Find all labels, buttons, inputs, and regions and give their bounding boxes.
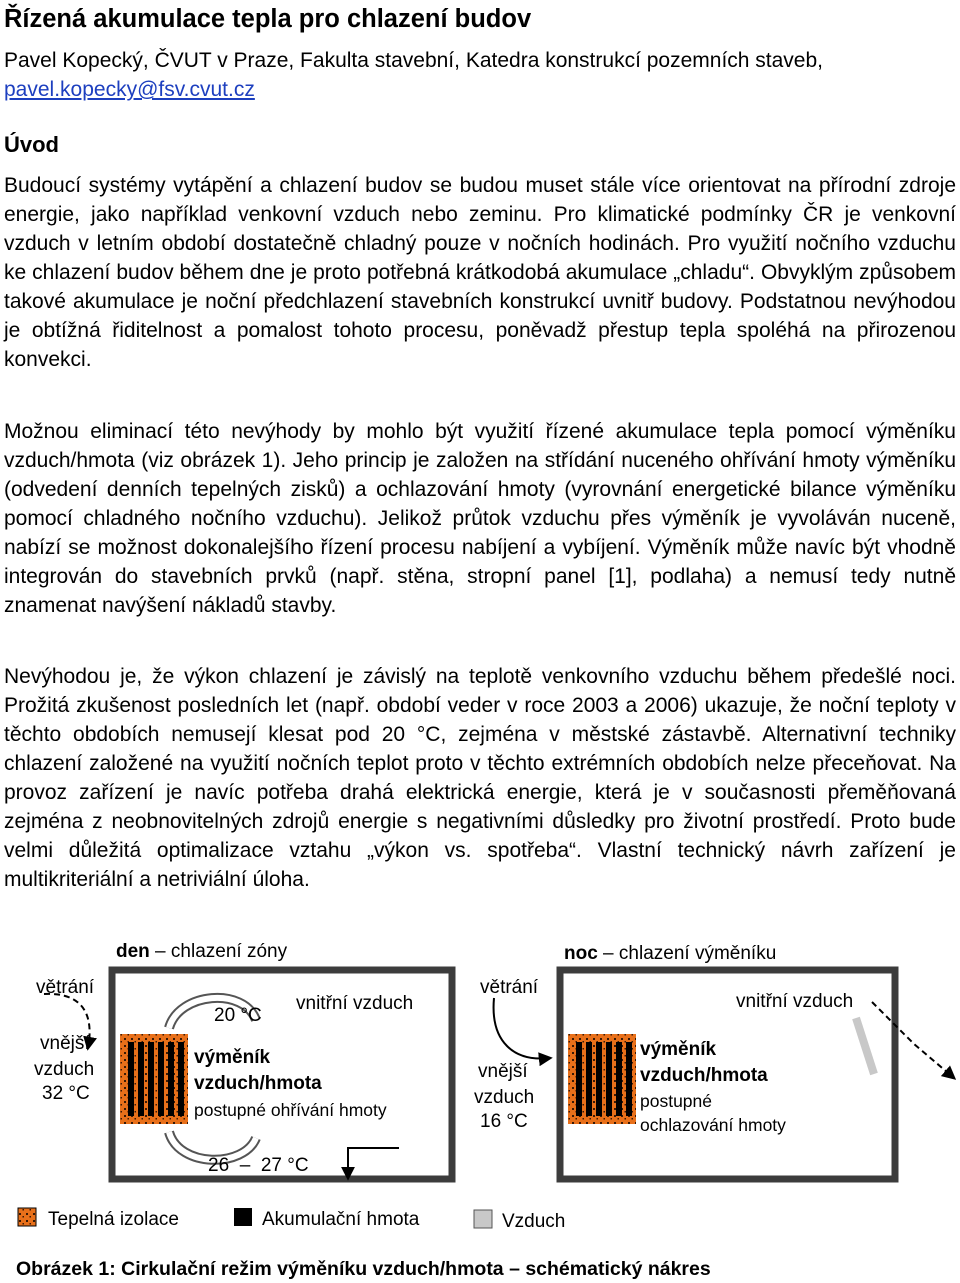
day-indoor-air-label: vnitřní vzduch xyxy=(296,993,414,1014)
night-process-label-1: postupné xyxy=(640,1091,713,1111)
night-outdoor-temp: 16 °C xyxy=(480,1111,528,1132)
legend-insulation-label: Tepelná izolace xyxy=(48,1209,179,1230)
author-email-link[interactable]: pavel.kopecky@fsv.cvut.cz xyxy=(4,78,255,101)
day-exhaust-arrow xyxy=(348,1148,399,1178)
day-panel-title: den – chlazení zóny xyxy=(116,941,288,962)
figure-caption: Obrázek 1: Cirkulační režim výměníku vzduch/hmota – schématický nákres xyxy=(16,1258,711,1280)
day-temp-range: 26 – 27 °C xyxy=(208,1155,309,1176)
intro-paragraph-1: Budoucí systémy vytápění a chlazení budov se budou muset stále více orientovat na přírodní zdroje energie, jako například venkovní vzduch nebo zeminu. Pro klimatické podmínky ČR je venkovní vzduch v letním období dostatečně chladný pouze v nočních hodinách. Pro využití nočního vzduchu ke chlazení budov během dne je proto potřebná krátkodobá akumulace „chladu“. Obvyklým způsobem takové akumulace je noční předchlazení stavebních konstrukcí uvnitř budovy. Podstatnou nevýhodou je obtížná řiditelnost a pomalost tohoto procesu, poněvadž přestup tepla spoléhá na přirozenou konvekci. xyxy=(4,174,956,371)
intro-paragraph-2: Možnou eliminací této nevýhody by mohlo být využití řízené akumulace tepla pomocí výměníku vzduch/hmota (viz obrázek 1). Jeho princip je založen na střídání nuceného ohřívání hmoty výměníku (odvedení denních tepelných zisků) a ochlazování hmoty (vyrovnání energetické bilance výměníku pomocí chladného nočního vzduchu). Jelikož průtok vzduchu přes výměník je vyvoláván nuceně, nabízí se možnost dokonalejšího řízení procesu nabíjení a vybíjení. Výměník může navíc být vhodně integrován do stavebních prvků (např. stěna, stropní panel [1], podlaha) a nemusí tedy nutně znamenat navýšení nákladů stavby. xyxy=(4,420,956,617)
night-outdoor-air-label-1: vnější xyxy=(478,1061,528,1082)
day-outdoor-air-label-1: vnější xyxy=(40,1033,90,1054)
author-affiliation: Pavel Kopecký, ČVUT v Praze, Fakulta stavební, Katedra konstrukcí pozemních staveb, xyxy=(4,49,823,72)
legend-insulation-swatch xyxy=(18,1208,36,1226)
day-exchanger-label-1: výměník xyxy=(194,1047,271,1068)
night-outdoor-air-label-2: vzduch xyxy=(474,1087,535,1108)
night-air-duct xyxy=(856,1018,874,1074)
legend-air-swatch xyxy=(474,1210,492,1228)
night-indoor-air-label: vnitřní vzduch xyxy=(736,991,854,1012)
figure-1 xyxy=(4,932,956,1238)
page-title: Řízená akumulace tepla pro chlazení budov xyxy=(4,5,532,33)
night-exchanger-label-1: výměník xyxy=(640,1039,717,1060)
legend-mass-label: Akumulační hmota xyxy=(262,1209,420,1230)
night-exhaust-arrow xyxy=(872,1002,954,1078)
section-heading: Úvod xyxy=(4,132,59,157)
night-ventilation-label: větrání xyxy=(480,977,539,998)
intro-paragraph-3: Nevýhodou je, že výkon chlazení je závislý na teplotě venkovního vzduchu během předešlé noci. Prožitá zkušenost posledních let (např. období veder v roce 2003 a 2006) ukazuje, že noční teploty v těchto obdobích nemusejí klesat pod 20 °C, zejména v městské zástavbě. Alternativní techniky chlazení založené na využití nočních teplot proto v těchto extrémních obdobích nelze přeceňovat. Na provoz zařízení je navíc potřeba drahá elektrická energie, která je v současnosti přeměňovaná zejména z neobnovitelných zdrojů energie s negativními důsledky pro životní prostředí. Proto bude velmi důležitá optimalizace vztahu „výkon vs. spotřeba“. Vlastní technický návrh zařízení je multikriteriální a netriviální úloha. xyxy=(4,665,956,891)
night-exchanger-label-2: vzduch/hmota xyxy=(640,1065,768,1086)
day-outdoor-temp: 32 °C xyxy=(42,1083,90,1104)
day-process-label: postupné ohřívání hmoty xyxy=(194,1100,387,1120)
legend-air-label: Vzduch xyxy=(502,1211,566,1232)
day-exchanger-label-2: vzduch/hmota xyxy=(194,1073,322,1094)
night-panel-title: noc – chlazení výměníku xyxy=(564,943,777,964)
author-line xyxy=(4,46,956,104)
day-outdoor-air-label-2: vzduch xyxy=(34,1059,95,1080)
day-indoor-temp: 20 °C xyxy=(214,1005,262,1026)
day-ventilation-label: větrání xyxy=(36,977,95,998)
legend-mass-swatch xyxy=(234,1208,252,1226)
night-intake-arrow xyxy=(494,998,550,1059)
night-process-label-2: ochlazování hmoty xyxy=(640,1115,786,1135)
